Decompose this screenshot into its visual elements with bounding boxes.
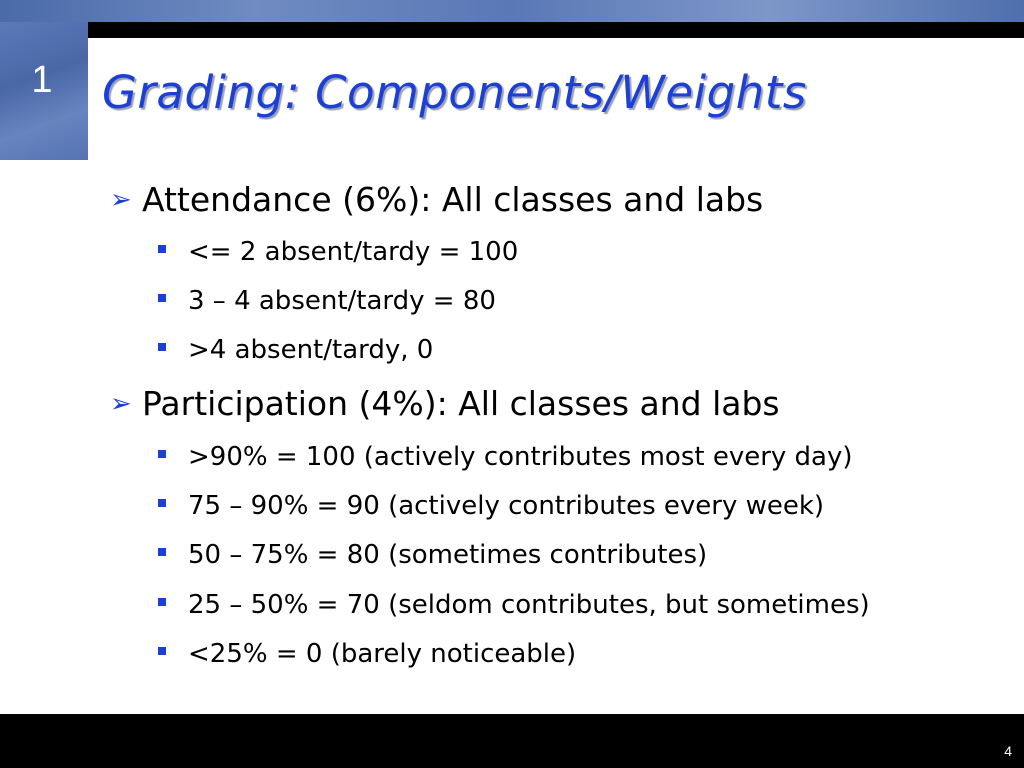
header-rule xyxy=(88,22,1024,38)
sub-bullet-text: 3 – 4 absent/tardy = 80 xyxy=(188,286,496,316)
arrow-bullet-icon: ➢ xyxy=(110,389,132,419)
footer-band xyxy=(0,714,1024,768)
sub-bullet xyxy=(158,237,518,267)
sub-bullet xyxy=(158,335,433,365)
sub-bullet xyxy=(158,491,824,521)
slide-title: Grading: Components/Weights xyxy=(102,66,807,119)
square-bullet-icon xyxy=(158,548,166,556)
sub-bullet xyxy=(158,286,496,316)
sub-bullet xyxy=(158,590,870,620)
sub-bullet-text: 25 – 50% = 70 (seldom contributes, but sometimes) xyxy=(188,590,870,620)
bullet-text: Attendance (6%): All classes and labs xyxy=(142,180,764,219)
sub-bullet-text: >90% = 100 (actively contributes most every day) xyxy=(188,442,853,472)
sub-bullet xyxy=(158,639,576,669)
section-number: 1 xyxy=(31,59,53,101)
sub-bullet xyxy=(158,442,853,472)
sub-bullet-text: >4 absent/tardy, 0 xyxy=(188,335,434,365)
header-band xyxy=(0,0,1024,22)
sub-bullet-text: 50 – 75% = 80 (sometimes contributes) xyxy=(188,540,708,570)
square-bullet-icon xyxy=(158,647,166,655)
arrow-bullet-icon: ➢ xyxy=(110,185,132,215)
sub-bullet xyxy=(158,540,707,570)
page-number: 4 xyxy=(1004,743,1012,759)
square-bullet-icon xyxy=(158,598,166,606)
sub-bullet-text: <25% = 0 (barely noticeable) xyxy=(188,639,577,669)
square-bullet-icon xyxy=(158,343,166,351)
square-bullet-icon xyxy=(158,450,166,458)
sub-bullet-text: 75 – 90% = 90 (actively contributes every week) xyxy=(188,491,825,521)
bullet-participation xyxy=(110,384,780,423)
square-bullet-icon xyxy=(158,499,166,507)
bullet-text: Participation (4%): All classes and labs xyxy=(142,384,780,423)
sub-bullet-text: <= 2 absent/tardy = 100 xyxy=(188,237,519,267)
square-bullet-icon xyxy=(158,245,166,253)
square-bullet-icon xyxy=(158,294,166,302)
bullet-attendance xyxy=(110,180,763,219)
